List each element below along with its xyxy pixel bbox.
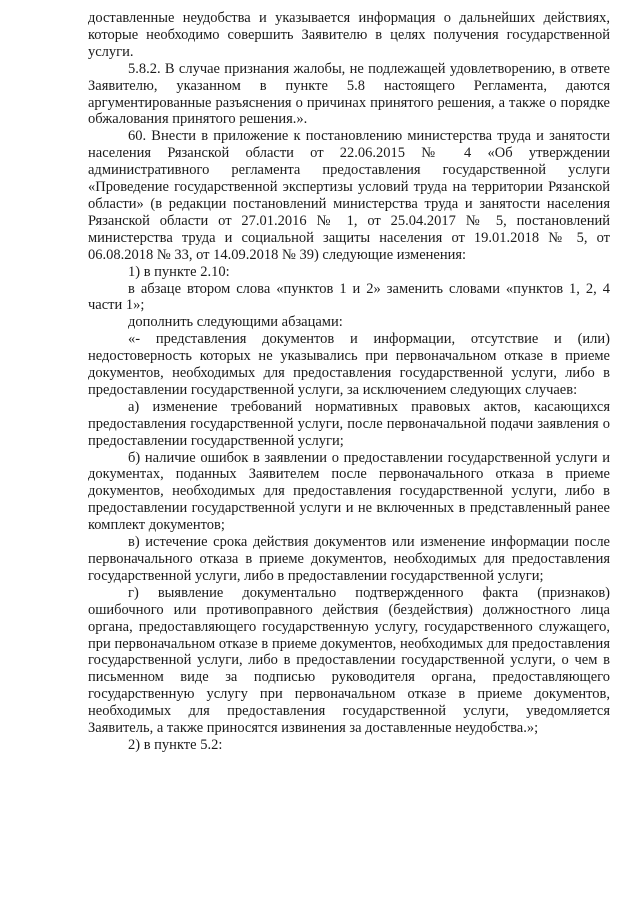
paragraph-case-v: в) истечение срока действия документов или изменение информации после первоначального отказа в приеме документов, необходимых для предоставления государственной услуги, либо в предоставлении государственной услуги; — [88, 534, 610, 584]
paragraph-case-b: б) наличие ошибок в заявлении о предоставлении государственной услуги и документах, поданных Заявителем после первоначального отказа в приеме документов, необходимых для предоставления государственной услуги, либо в предоставлении государственной услуги и не включенных в представленный ранее комплект документов; — [88, 449, 610, 534]
paragraph-quoted-intro: «- представления документов и информации, отсутствие и (или) недостоверность которых не указывались при первоначальном отказе в приеме документов, необходимых для предоставления государственной услуги, либо в предоставлении государственной услуги, за исключением следующих случаев: — [88, 331, 610, 398]
paragraph-case-a: а) изменение требований нормативных правовых актов, касающихся предоставления государственной услуги, после первоначальной подачи заявления о предоставлении государственной услуги; — [88, 398, 610, 449]
paragraph-subitem-1: 1) в пункте 2.10: — [128, 263, 230, 280]
paragraph-replace-words: в абзаце втором слова «пунктов 1 и 2» заменить словами «пунктов 1, 2, 4 части 1»; — [88, 280, 610, 314]
paragraph-item-60: 60. Внести в приложение к постановлению министерства труда и занятости населения Рязанской области от 22.06.2015 № 4 «Об утверждении административного регламента предоставления государственной услуги «Проведение государственной экспертизы условий труда на территории Рязанской области» (в редакции постановлений министерства труда и занятости населения Рязанской области от 27.01.2016 № 1, от 25.04.2017 № 5, постановлений министерства труда и социальной защиты населения от 19.01.2018 № 5, от 06.08.2018 № 33, от 14.09.2018 № 39) следующие изменения: — [88, 128, 610, 263]
paragraph-continuation: доставленные неудобства и указывается информация о дальнейших действиях, которые необходимо совершить Заявителю в целях получения государственной услуги. — [88, 10, 610, 60]
document-body — [88, 10, 610, 754]
paragraph-case-g: г) выявление документально подтвержденного факта (признаков) ошибочного или противоправного действия (бездействия) должностного лица органа, предоставляющего государственную услугу, государственного служащего, при первоначальном отказе в приеме документов, необходимых для предоставления государственной услуги, либо в предоставлении государственной услуги, о чем в письменном виде за подписью руководителя органа, предоставляющего государственную услугу при первоначальном отказе в приеме документов, необходимых для предоставления государственной услуги, уведомляется Заявитель, а также приносятся извинения за доставленные неудобства.»; — [88, 584, 610, 737]
paragraph-5-8-2: 5.8.2. В случае признания жалобы, не подлежащей удовлетворению, в ответе Заявителю, указанном в пункте 5.8 настоящего Регламента, даются аргументированные разъяснения о причинах принятого решения, а также о порядке обжалования принятого решения.». — [88, 60, 610, 128]
paragraph-subitem-2: 2) в пункте 5.2: — [128, 736, 223, 753]
paragraph-add-abzats: дополнить следующими абзацами: — [128, 314, 343, 331]
